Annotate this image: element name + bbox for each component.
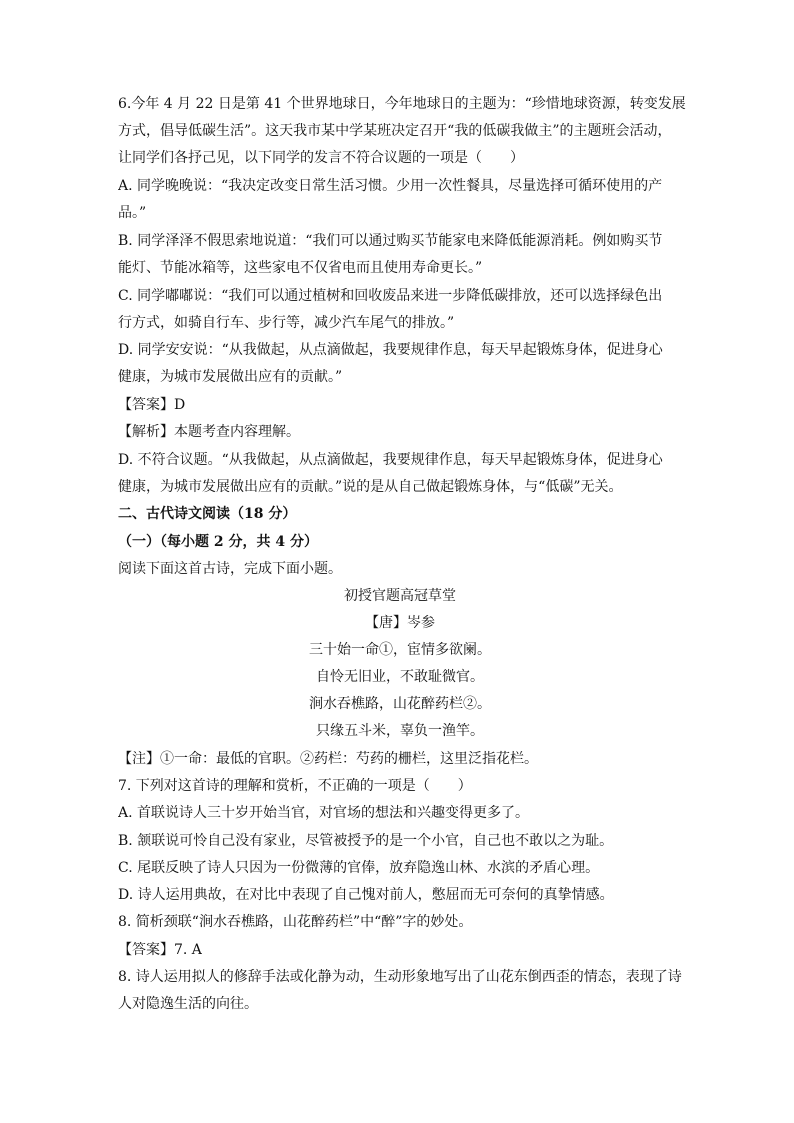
poem-line-4: 只缘五斗米，辜负一渔竿。 [316,723,484,739]
section-heading: 二、古代诗文阅读（18 分） [118,506,297,522]
q6-option-b-line-2: 能灯、节能冰箱等，这些家电不仅省电而且使用寿命更长。” [118,260,483,276]
q6-analysis-line-2: D. 不符合议题。“从我做起，从点滴做起，我要规律作息，每天早起锻炼身体，促进身心 [118,452,663,468]
section-sub-heading: （一）（每小题 2 分，共 4 分） [118,534,318,550]
q8-analysis-line-1: 8. 诗人运用拟人的修辞手法或化静为动，生动形象地写出了山花东倒西歪的情态，表现了诗 [118,969,682,985]
q6-option-d-line-2: 健康，为城市发展做出应有的贡献。” [118,369,343,385]
poem-title: 初授官题高冠草堂 [344,588,456,604]
poem-line-2: 自怜无旧业，不敢耻微官。 [316,669,484,685]
q7-option-d: D. 诗人运用典故，在对比中表现了自己愧对前人，憋屈而无可奈何的真挚情感。 [118,887,614,903]
poem-note: 【注】①一命：最低的官职。②药栏：芍药的栅栏，这里泛指花栏。 [118,751,538,767]
q6-option-a-line-2: 品。” [118,205,147,221]
q6-option-c-line-1: C. 同学嘟嘟说：“我们可以通过植树和回收废品来进一步降低碳排放，还可以选择绿色出 [118,288,663,304]
q6-answer: 【答案】D [118,397,186,413]
q6-stem-line-3: 让同学们各抒己见，以下同学的发言不符合议题的一项是（ ） [118,150,524,166]
q7-option-b: B. 颔联说可怜自己没有家业，尽管被授予的是一个小官，自己也不敢以之为耻。 [118,833,614,849]
q7-option-a: A. 首联说诗人三十岁开始当官，对官场的想法和兴趣变得更多了。 [118,805,530,821]
q8-stem: 8. 简析颈联“涧水吞樵路，山花醉药栏”中“醉”字的妙处。 [118,914,473,930]
q8-analysis-line-2: 人对隐逸生活的向往。 [118,996,258,1012]
q7-stem: 7. 下列对这首诗的理解和赏析，不正确的一项是（ ） [118,778,472,794]
q8-answer: 【答案】7. A [118,942,202,958]
poem-author: 【唐】岑参 [365,615,435,631]
q6-stem-line-1: 6.今年 4 月 22 日是第 41 个世界地球日，今年地球日的主题为：“珍惜地球资源，转变发展 [118,96,686,112]
poem-line-1: 三十始一命①，宦情多欲阑。 [309,642,491,658]
q6-stem-line-2: 方式，倡导低碳生活”。这天我市某中学某班决定召开“我的低碳我做主”的主题班会活动， [118,123,672,139]
q6-option-a-line-1: A. 同学晚晚说：“我决定改变日常生活习惯。少用一次性餐具，尽量选择可循环使用的产 [118,178,663,194]
reading-instruction: 阅读下面这首古诗，完成下面小题。 [118,561,342,577]
q6-option-d-line-1: D. 同学安安说：“从我做起，从点滴做起，我要规律作息，每天早起锻炼身体，促进身心 [118,342,663,358]
q6-analysis-line-3: 健康，为城市发展做出应有的贡献。”说的是从自己做起锻炼身体，与“低碳”无关。 [118,479,623,495]
q6-analysis-line-1: 【解析】本题考查内容理解。 [118,424,300,440]
poem-line-3: 涧水吞樵路，山花醉药栏②。 [309,696,491,712]
q6-option-c-line-2: 行方式，如骑自行车、步行等，减少汽车尾气的排放。” [118,315,455,331]
q6-option-b-line-1: B. 同学泽泽不假思索地说道：“我们可以通过购买节能家电来降低能源消耗。例如购买节 [118,233,663,249]
q7-option-c: C. 尾联反映了诗人只因为一份微薄的官俸，放弃隐逸山林、水滨的矛盾心理。 [118,860,600,876]
